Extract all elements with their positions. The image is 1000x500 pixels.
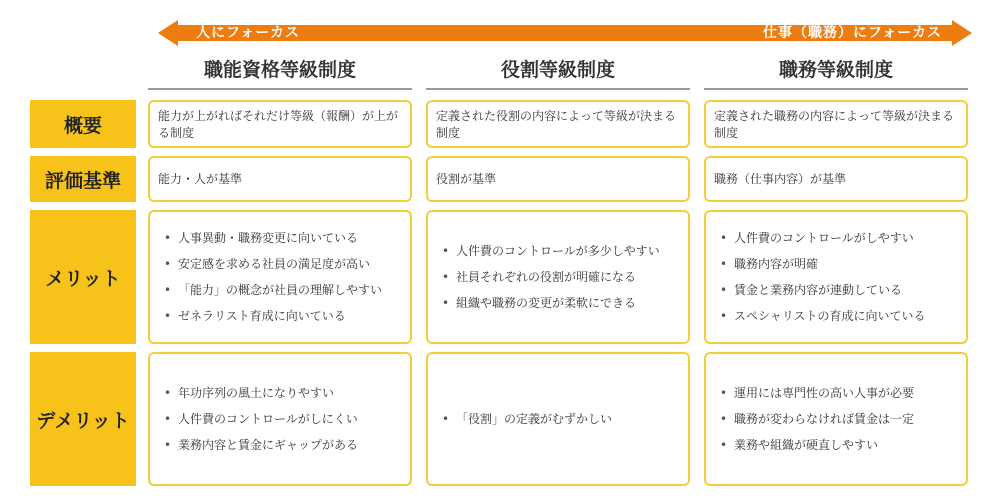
list-item: • スペシャリストの育成に向いている bbox=[734, 308, 926, 325]
list-item: • 業務や組織が硬直しやすい bbox=[734, 437, 914, 454]
merit-list bbox=[714, 230, 926, 325]
cell-merits-role bbox=[426, 210, 690, 344]
row-label-overview: 概要 bbox=[30, 100, 136, 148]
cell-overview-skill: 能力が上がればそれだけ等級（報酬）が上がる制度 bbox=[148, 100, 412, 148]
cell-criteria-skill bbox=[148, 156, 412, 202]
cell-overview-job: 定義された職務の内容によって等級が決まる制度 bbox=[704, 100, 968, 148]
merit-list bbox=[436, 243, 660, 312]
column-header-job-grade: 職務等級制度 bbox=[704, 50, 968, 90]
list-item: • 年功序列の風土になりやすい bbox=[178, 385, 358, 402]
list-item: • 業務内容と賃金にギャップがある bbox=[178, 437, 358, 454]
list-item: • 「能力」の概念が社員の理解しやすい bbox=[178, 282, 382, 299]
arrow-left-label: 人にフォーカス bbox=[196, 25, 301, 41]
cell-merits-job bbox=[704, 210, 968, 344]
row-label-demerits: デメリット bbox=[30, 352, 136, 486]
demerit-list bbox=[714, 385, 914, 454]
cell-demerits-role bbox=[426, 352, 690, 486]
column-header-skill-grade: 職能資格等級制度 bbox=[148, 50, 412, 90]
column-header-role-grade: 役割等級制度 bbox=[426, 50, 690, 90]
row-label-criteria: 評価基準 bbox=[30, 156, 136, 202]
cell-text: 職務（仕事内容）が基準 bbox=[714, 171, 847, 186]
list-item: • ゼネラリスト育成に向いている bbox=[178, 308, 382, 325]
list-item: • 人事異動・職務変更に向いている bbox=[178, 230, 382, 247]
list-item: • 社員それぞれの役割が明確になる bbox=[456, 269, 660, 286]
list-item: • 安定感を求める社員の満足度が高い bbox=[178, 256, 382, 273]
merit-list bbox=[158, 230, 382, 325]
cell-criteria-role bbox=[426, 156, 690, 202]
list-item: • 人件費のコントロールがしやすい bbox=[734, 230, 926, 247]
list-item: • 人件費のコントロールが多少しやすい bbox=[456, 243, 660, 260]
demerit-list bbox=[158, 385, 358, 454]
list-item: • 職務が変わらなければ賃金は一定 bbox=[734, 411, 914, 428]
cell-overview-role: 定義された役割の内容によって等級が決まる制度 bbox=[426, 100, 690, 148]
cell-criteria-job bbox=[704, 156, 968, 202]
cell-text: 能力・人が基準 bbox=[158, 171, 243, 186]
list-item: • 職務内容が明確 bbox=[734, 256, 926, 273]
list-item: • 組織や職務の変更が柔軟にできる bbox=[456, 295, 660, 312]
cell-demerits-job bbox=[704, 352, 968, 486]
list-item: • 賃金と業務内容が連動している bbox=[734, 282, 926, 299]
list-item: • 人件費のコントロールがしにくい bbox=[178, 411, 358, 428]
row-label-merits: メリット bbox=[30, 210, 136, 344]
list-item: • 「役割」の定義がむずかしい bbox=[456, 411, 612, 428]
list-item: • 運用には専門性の高い人事が必要 bbox=[734, 385, 914, 402]
demerit-list bbox=[436, 411, 612, 428]
arrow-right-label: 仕事（職務）にフォーカス bbox=[762, 25, 942, 41]
cell-merits-skill bbox=[148, 210, 412, 344]
cell-text: 役割が基準 bbox=[436, 171, 497, 186]
cell-demerits-skill bbox=[148, 352, 412, 486]
